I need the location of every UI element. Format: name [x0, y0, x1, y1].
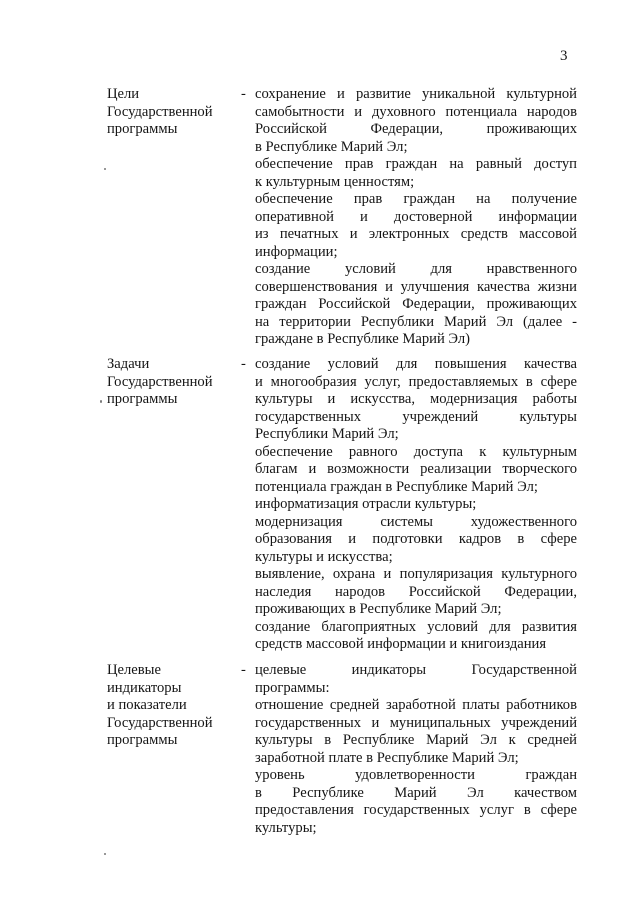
text-line: культуры и искусства; [255, 548, 393, 565]
text-line: обеспечение равного доступа к культурным [255, 443, 577, 460]
text-line: в Республике Марий Эл качеством [255, 784, 577, 801]
text-line: к культурным ценностям; [255, 173, 415, 190]
text-line: предоставления государственных услуг в сфере [255, 802, 577, 818]
text-line: создание условий для нравственного [255, 261, 577, 277]
section-content [255, 86, 577, 349]
text-line: государственных и муниципальных учреждений [255, 714, 577, 731]
text-line: модернизация системы художественного [255, 513, 577, 530]
section-label: Цели Государственной программы [107, 86, 213, 137]
text-line: самобытности и духовного потенциала народов [255, 103, 577, 120]
text-line: государственных учреждений культуры [255, 408, 577, 425]
text-line: заработной плате в Республике Марий Эл; [255, 749, 519, 766]
text-line: потенциала граждан в Республике Марий Эл; [255, 478, 538, 495]
text-line: обеспечение прав граждан на получение [255, 191, 577, 207]
text-line: граждан Российской Федерации, проживающих [255, 296, 577, 312]
text-line: целевые индикаторы Государственной [255, 662, 577, 678]
section-content [255, 356, 577, 654]
text-line: создание условий для повышения качества [255, 356, 577, 372]
text-line: информации; [255, 243, 338, 260]
text-line: на территории Республики Марий Эл (далее - [255, 313, 577, 330]
scan-speck [104, 168, 106, 170]
text-line: сохранение и развитие уникальной культурной [255, 86, 577, 102]
text-line: культуры; [255, 819, 317, 836]
text-line: информатизация отрасли культуры; [255, 496, 477, 512]
text-line: культуры и искусства, модернизация работы [255, 391, 577, 407]
text-line: проживающих в Республике Марий Эл; [255, 601, 502, 617]
text-line: наследия народов Российской Федерации, [255, 583, 577, 600]
text-line: образования и подготовки кадров в сфере [255, 531, 577, 547]
scan-speck [104, 853, 106, 855]
text-line: в Республике Марий Эл; [255, 138, 408, 155]
text-line: и многообразия услуг, предоставляемых в сфере [255, 373, 577, 390]
text-line: из печатных и электронных средств массовой [255, 226, 577, 242]
text-line: оперативной и достоверной информации [255, 208, 577, 225]
dash-separator: - [241, 662, 246, 678]
text-line: обеспечение прав граждан на равный доступ [255, 156, 577, 172]
text-line: выявление, охрана и популяризация культурного [255, 566, 577, 582]
text-line: отношение средней заработной платы работников [255, 697, 577, 713]
page-number: 3 [560, 48, 568, 64]
text-line: создание благоприятных условий для развития [255, 618, 577, 635]
text-line: Республики Марий Эл; [255, 426, 399, 442]
text-line: Российской Федерации, проживающих [255, 121, 577, 137]
text-line: уровень удовлетворенности граждан [255, 767, 577, 783]
section-label: Целевые индикаторы и показатели Государственной программы [107, 662, 213, 748]
text-line: благам и возможности реализации творческого [255, 461, 577, 477]
dash-separator: - [241, 86, 246, 102]
section-content [255, 662, 577, 837]
dash-separator: - [241, 356, 246, 372]
text-line: граждане в Республике Марий Эл) [255, 331, 470, 347]
scan-speck [100, 400, 102, 403]
text-line: совершенствования и улучшения качества жизни [255, 278, 577, 295]
text-line: средств массовой информации и книгоиздания [255, 636, 547, 652]
text-line: программы: [255, 679, 330, 696]
section-label: Задачи Государственной программы [107, 356, 213, 407]
text-line: культуры в Республике Марий Эл к средней [255, 732, 577, 748]
